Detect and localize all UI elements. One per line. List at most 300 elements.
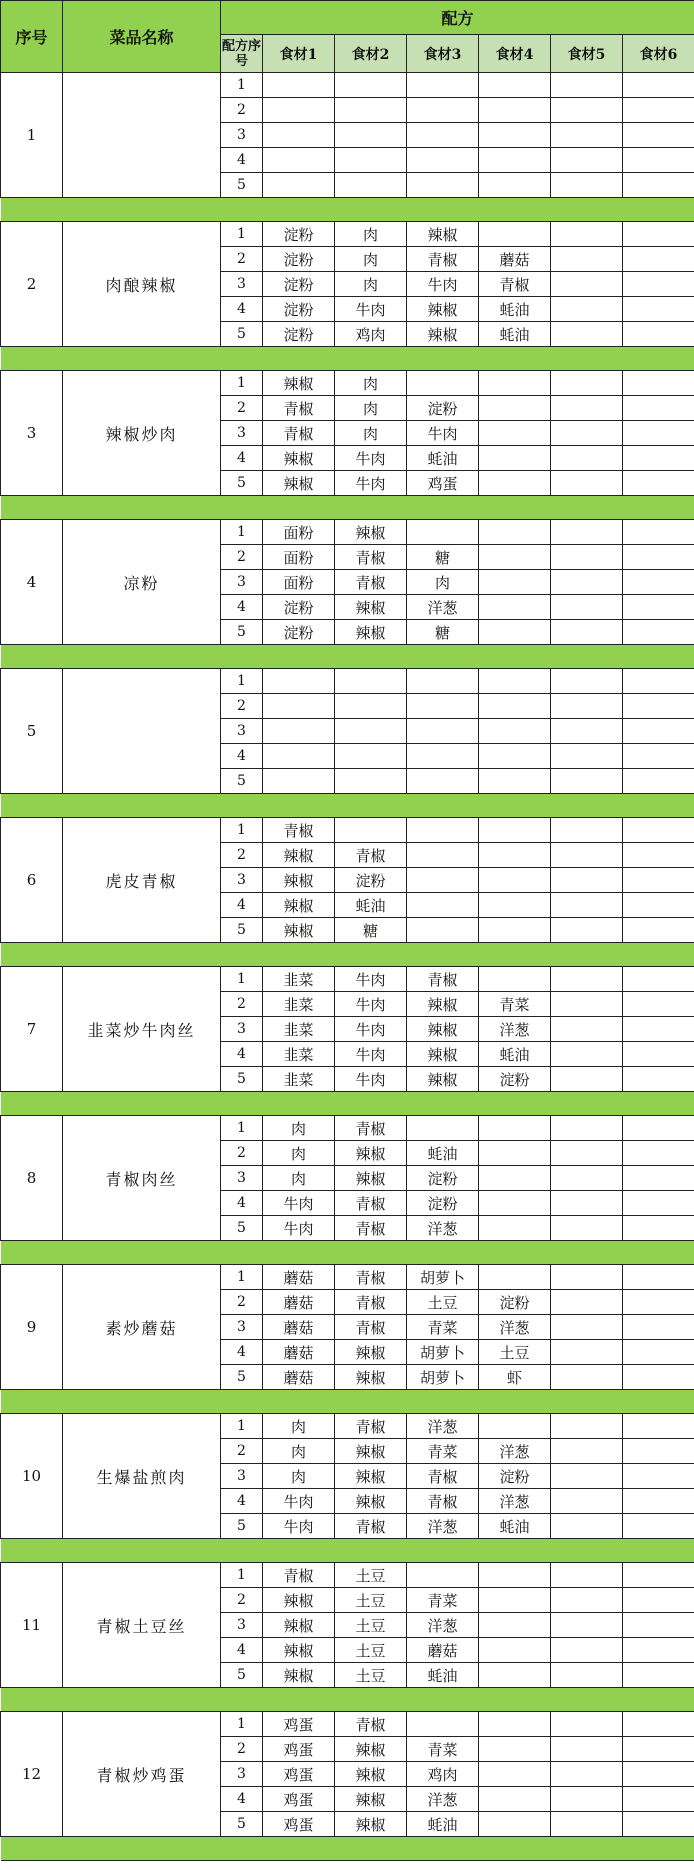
ingredient-cell: 洋葱 bbox=[479, 1439, 551, 1464]
table-header bbox=[1, 1, 694, 73]
ingredient-cell bbox=[551, 73, 623, 98]
ingredient-cell bbox=[551, 1216, 623, 1241]
ingredient-cell bbox=[623, 297, 694, 322]
ingredient-cell bbox=[623, 1663, 694, 1688]
ingredient-cell: 牛肉 bbox=[335, 1067, 407, 1092]
recipe-number: 3 bbox=[221, 868, 263, 893]
index-header: 序号 bbox=[1, 1, 63, 73]
recipe-index-header: 配方序号 bbox=[221, 35, 263, 73]
ingredient-cell bbox=[479, 1563, 551, 1588]
ingredient-cell bbox=[551, 1017, 623, 1042]
ingredient-cell bbox=[407, 520, 479, 545]
recipe-number: 5 bbox=[221, 769, 263, 794]
ingredient-cell bbox=[263, 694, 335, 719]
ingredient-cell: 辣椒 bbox=[263, 1588, 335, 1613]
separator-row bbox=[1, 1092, 694, 1116]
ingredient-cell: 辣椒 bbox=[263, 446, 335, 471]
ingredient-cell: 青椒 bbox=[407, 247, 479, 272]
dish-name: 素炒蘑菇 bbox=[63, 1265, 221, 1390]
dish-index: 1 bbox=[1, 73, 63, 198]
recipe-number: 4 bbox=[221, 1787, 263, 1812]
ingredient-cell: 土豆 bbox=[479, 1340, 551, 1365]
ingredient-cell: 胡萝卜 bbox=[407, 1265, 479, 1290]
ingredient-cell bbox=[551, 744, 623, 769]
ingredient-cell bbox=[407, 918, 479, 943]
recipe-number: 3 bbox=[221, 1464, 263, 1489]
ingredient-cell: 牛肉 bbox=[335, 471, 407, 496]
ingredient-cell: 鸡蛋 bbox=[263, 1737, 335, 1762]
ingredient-cell bbox=[623, 222, 694, 247]
ingredient-cell bbox=[479, 744, 551, 769]
recipe-number: 5 bbox=[221, 1365, 263, 1390]
ingredient-cell bbox=[623, 1265, 694, 1290]
ingredient-cell: 辣椒 bbox=[263, 843, 335, 868]
recipe-number: 5 bbox=[221, 173, 263, 198]
ingredient-cell bbox=[335, 694, 407, 719]
ingredient-cell: 蘑菇 bbox=[263, 1340, 335, 1365]
ingredient-cell bbox=[479, 1663, 551, 1688]
ingredient-cell bbox=[479, 769, 551, 794]
ingredient-cell: 韭菜 bbox=[263, 967, 335, 992]
dish-name: 肉酿辣椒 bbox=[63, 222, 221, 347]
ingredient-cell bbox=[479, 222, 551, 247]
ingredient-cell bbox=[479, 1737, 551, 1762]
recipe-number: 3 bbox=[221, 1017, 263, 1042]
separator-band bbox=[1, 1241, 694, 1265]
dish-name: 凉粉 bbox=[63, 520, 221, 645]
ingredient-cell: 辣椒 bbox=[335, 1787, 407, 1812]
ingredient-cell: 鸡肉 bbox=[407, 1762, 479, 1787]
ingredient-cell: 淀粉 bbox=[479, 1290, 551, 1315]
ingredient-cell bbox=[551, 1613, 623, 1638]
ingredient-cell bbox=[479, 396, 551, 421]
recipe-number: 2 bbox=[221, 1439, 263, 1464]
ingredient-header: 食材1 bbox=[263, 35, 335, 73]
ingredient-cell: 牛肉 bbox=[263, 1489, 335, 1514]
ingredient-cell bbox=[479, 967, 551, 992]
ingredient-cell bbox=[623, 396, 694, 421]
ingredient-cell: 蘑菇 bbox=[479, 247, 551, 272]
ingredient-cell bbox=[551, 1563, 623, 1588]
ingredient-cell bbox=[623, 1613, 694, 1638]
ingredient-cell bbox=[551, 1414, 623, 1439]
separator-band bbox=[1, 794, 694, 818]
ingredient-cell bbox=[551, 98, 623, 123]
ingredient-cell: 蘑菇 bbox=[263, 1290, 335, 1315]
ingredient-cell: 蚝油 bbox=[479, 322, 551, 347]
ingredient-cell bbox=[551, 992, 623, 1017]
ingredient-cell: 牛肉 bbox=[263, 1191, 335, 1216]
ingredient-cell: 青椒 bbox=[335, 1265, 407, 1290]
ingredient-cell bbox=[623, 173, 694, 198]
recipe-row bbox=[1, 1116, 694, 1141]
ingredient-cell: 辣椒 bbox=[335, 1340, 407, 1365]
ingredient-cell bbox=[551, 1439, 623, 1464]
ingredient-cell: 淀粉 bbox=[407, 1191, 479, 1216]
ingredient-cell bbox=[479, 595, 551, 620]
ingredient-cell bbox=[551, 1166, 623, 1191]
dish-name: 青椒肉丝 bbox=[63, 1116, 221, 1241]
ingredient-cell bbox=[623, 818, 694, 843]
recipe-number: 2 bbox=[221, 694, 263, 719]
ingredient-cell: 洋葱 bbox=[479, 1315, 551, 1340]
separator-band bbox=[1, 943, 694, 967]
ingredient-cell bbox=[623, 371, 694, 396]
recipe-number: 4 bbox=[221, 148, 263, 173]
ingredient-cell bbox=[551, 669, 623, 694]
recipe-number: 4 bbox=[221, 1489, 263, 1514]
ingredient-cell: 青椒 bbox=[263, 421, 335, 446]
ingredient-cell bbox=[407, 719, 479, 744]
recipe-number: 2 bbox=[221, 545, 263, 570]
ingredient-cell bbox=[479, 471, 551, 496]
ingredient-cell bbox=[551, 421, 623, 446]
separator-band bbox=[1, 1539, 694, 1563]
ingredient-cell bbox=[263, 744, 335, 769]
ingredient-cell bbox=[335, 98, 407, 123]
ingredient-cell bbox=[623, 967, 694, 992]
ingredient-cell: 辣椒 bbox=[263, 868, 335, 893]
ingredient-cell: 蚝油 bbox=[407, 1812, 479, 1837]
ingredient-cell bbox=[551, 173, 623, 198]
ingredient-cell bbox=[551, 595, 623, 620]
recipe-row bbox=[1, 1414, 694, 1439]
ingredient-cell bbox=[551, 123, 623, 148]
recipe-number: 4 bbox=[221, 297, 263, 322]
ingredient-cell bbox=[479, 98, 551, 123]
ingredient-cell: 青椒 bbox=[407, 1464, 479, 1489]
ingredient-cell bbox=[551, 1290, 623, 1315]
ingredient-cell: 青椒 bbox=[335, 843, 407, 868]
ingredient-cell bbox=[407, 769, 479, 794]
ingredient-cell: 牛肉 bbox=[335, 992, 407, 1017]
ingredient-cell bbox=[479, 620, 551, 645]
separator-row bbox=[1, 1390, 694, 1414]
ingredient-cell bbox=[551, 520, 623, 545]
dish-name: 虎皮青椒 bbox=[63, 818, 221, 943]
ingredient-cell: 辣椒 bbox=[335, 1464, 407, 1489]
ingredient-cell bbox=[623, 520, 694, 545]
ingredient-cell: 鸡蛋 bbox=[263, 1762, 335, 1787]
dish-name: 青椒土豆丝 bbox=[63, 1563, 221, 1688]
ingredient-cell: 淀粉 bbox=[407, 396, 479, 421]
ingredient-cell: 肉 bbox=[335, 222, 407, 247]
ingredient-cell: 辣椒 bbox=[263, 471, 335, 496]
dish-name bbox=[63, 669, 221, 794]
ingredient-cell: 虾 bbox=[479, 1365, 551, 1390]
ingredient-cell: 辣椒 bbox=[407, 992, 479, 1017]
ingredient-cell: 淀粉 bbox=[263, 322, 335, 347]
ingredient-cell bbox=[479, 1166, 551, 1191]
recipe-number: 3 bbox=[221, 570, 263, 595]
ingredient-cell bbox=[623, 1638, 694, 1663]
ingredient-cell: 土豆 bbox=[335, 1663, 407, 1688]
ingredient-cell: 青椒 bbox=[335, 1290, 407, 1315]
ingredient-cell: 青椒 bbox=[335, 545, 407, 570]
ingredient-cell bbox=[623, 148, 694, 173]
ingredient-cell bbox=[551, 1141, 623, 1166]
dish-index: 10 bbox=[1, 1414, 63, 1539]
ingredient-cell bbox=[479, 1787, 551, 1812]
ingredient-cell: 淀粉 bbox=[407, 1166, 479, 1191]
recipe-row bbox=[1, 1265, 694, 1290]
recipe-number: 4 bbox=[221, 446, 263, 471]
ingredient-cell bbox=[479, 719, 551, 744]
ingredient-cell bbox=[479, 1216, 551, 1241]
ingredient-cell bbox=[263, 669, 335, 694]
ingredient-cell: 青菜 bbox=[407, 1737, 479, 1762]
ingredient-cell bbox=[479, 73, 551, 98]
ingredient-cell bbox=[479, 148, 551, 173]
ingredient-cell: 土豆 bbox=[335, 1613, 407, 1638]
ingredient-cell: 洋葱 bbox=[407, 595, 479, 620]
recipe-number: 5 bbox=[221, 1216, 263, 1241]
ingredient-cell bbox=[551, 322, 623, 347]
dish-name: 辣椒炒肉 bbox=[63, 371, 221, 496]
ingredient-cell: 肉 bbox=[263, 1464, 335, 1489]
ingredient-cell: 土豆 bbox=[335, 1563, 407, 1588]
ingredient-cell bbox=[551, 148, 623, 173]
ingredient-cell bbox=[263, 98, 335, 123]
ingredient-cell bbox=[479, 1762, 551, 1787]
ingredient-cell bbox=[623, 992, 694, 1017]
ingredient-cell bbox=[551, 1638, 623, 1663]
ingredient-cell: 淀粉 bbox=[479, 1067, 551, 1092]
ingredient-cell: 牛肉 bbox=[263, 1216, 335, 1241]
recipe-row bbox=[1, 967, 694, 992]
dish-index: 2 bbox=[1, 222, 63, 347]
ingredient-cell: 洋葱 bbox=[479, 1489, 551, 1514]
ingredient-cell: 辣椒 bbox=[335, 1812, 407, 1837]
ingredient-cell: 青椒 bbox=[407, 1489, 479, 1514]
ingredient-cell bbox=[551, 620, 623, 645]
recipe-number: 3 bbox=[221, 1762, 263, 1787]
ingredient-cell bbox=[551, 1042, 623, 1067]
recipe-row bbox=[1, 371, 694, 396]
ingredient-cell: 辣椒 bbox=[263, 1663, 335, 1688]
ingredient-cell: 韭菜 bbox=[263, 992, 335, 1017]
ingredient-cell bbox=[551, 222, 623, 247]
ingredient-cell: 蘑菇 bbox=[263, 1315, 335, 1340]
ingredient-cell: 蘑菇 bbox=[263, 1265, 335, 1290]
dish-index: 4 bbox=[1, 520, 63, 645]
ingredient-cell bbox=[551, 1812, 623, 1837]
ingredient-cell: 肉 bbox=[407, 570, 479, 595]
ingredient-cell: 肉 bbox=[335, 421, 407, 446]
ingredient-cell: 韭菜 bbox=[263, 1017, 335, 1042]
dish-index: 12 bbox=[1, 1712, 63, 1837]
recipe-number: 5 bbox=[221, 620, 263, 645]
recipe-number: 2 bbox=[221, 1737, 263, 1762]
ingredient-cell: 鸡肉 bbox=[335, 322, 407, 347]
ingredient-cell: 肉 bbox=[263, 1414, 335, 1439]
ingredient-cell bbox=[407, 1712, 479, 1737]
ingredient-cell: 辣椒 bbox=[335, 1166, 407, 1191]
ingredient-cell bbox=[479, 1812, 551, 1837]
ingredient-cell: 肉 bbox=[335, 396, 407, 421]
ingredient-cell: 辣椒 bbox=[263, 371, 335, 396]
recipe-row bbox=[1, 669, 694, 694]
ingredient-cell: 辣椒 bbox=[263, 1613, 335, 1638]
ingredient-cell: 青椒 bbox=[263, 396, 335, 421]
recipe-row bbox=[1, 73, 694, 98]
ingredient-cell: 蚝油 bbox=[479, 297, 551, 322]
ingredient-cell bbox=[479, 173, 551, 198]
ingredient-cell bbox=[407, 371, 479, 396]
recipe-number: 2 bbox=[221, 843, 263, 868]
ingredient-cell bbox=[551, 1340, 623, 1365]
ingredient-cell bbox=[623, 421, 694, 446]
ingredient-cell: 青椒 bbox=[335, 1315, 407, 1340]
ingredient-cell bbox=[479, 1141, 551, 1166]
ingredient-cell bbox=[479, 1588, 551, 1613]
ingredient-cell: 辣椒 bbox=[335, 595, 407, 620]
ingredient-cell bbox=[479, 1116, 551, 1141]
ingredient-cell: 淀粉 bbox=[263, 272, 335, 297]
dish-name-header: 菜品名称 bbox=[63, 1, 221, 73]
ingredient-cell bbox=[479, 1712, 551, 1737]
recipe-number: 1 bbox=[221, 1563, 263, 1588]
separator-band bbox=[1, 1092, 694, 1116]
separator-band bbox=[1, 347, 694, 371]
ingredient-cell bbox=[479, 818, 551, 843]
ingredient-cell bbox=[623, 1017, 694, 1042]
recipe-header: 配方 bbox=[221, 1, 694, 35]
ingredient-cell bbox=[623, 1414, 694, 1439]
recipe-number: 3 bbox=[221, 1613, 263, 1638]
separator-band bbox=[1, 1390, 694, 1414]
recipe-row bbox=[1, 1712, 694, 1737]
ingredient-cell bbox=[551, 1712, 623, 1737]
separator-row bbox=[1, 1688, 694, 1712]
dish-index: 6 bbox=[1, 818, 63, 943]
ingredient-cell bbox=[623, 1464, 694, 1489]
ingredient-cell: 肉 bbox=[263, 1166, 335, 1191]
ingredient-cell bbox=[407, 694, 479, 719]
ingredient-cell: 胡萝卜 bbox=[407, 1340, 479, 1365]
ingredient-cell bbox=[551, 719, 623, 744]
ingredient-cell: 蚝油 bbox=[479, 1514, 551, 1539]
ingredient-cell: 辣椒 bbox=[263, 893, 335, 918]
ingredient-cell bbox=[551, 1514, 623, 1539]
recipe-row bbox=[1, 520, 694, 545]
ingredient-cell bbox=[407, 868, 479, 893]
ingredient-cell bbox=[407, 893, 479, 918]
ingredient-cell bbox=[479, 843, 551, 868]
ingredient-cell: 牛肉 bbox=[407, 421, 479, 446]
recipe-number: 1 bbox=[221, 1265, 263, 1290]
ingredient-cell bbox=[623, 1116, 694, 1141]
ingredient-cell: 辣椒 bbox=[407, 222, 479, 247]
ingredient-header: 食材2 bbox=[335, 35, 407, 73]
ingredient-cell: 淀粉 bbox=[335, 868, 407, 893]
separator-row bbox=[1, 943, 694, 967]
ingredient-cell bbox=[335, 818, 407, 843]
ingredient-cell bbox=[623, 272, 694, 297]
recipe-number: 3 bbox=[221, 421, 263, 446]
ingredient-cell: 糖 bbox=[407, 545, 479, 570]
recipe-number: 2 bbox=[221, 1290, 263, 1315]
recipe-number: 4 bbox=[221, 744, 263, 769]
ingredient-cell: 青椒 bbox=[335, 1116, 407, 1141]
ingredient-cell: 牛肉 bbox=[263, 1514, 335, 1539]
ingredient-cell: 辣椒 bbox=[335, 1489, 407, 1514]
recipe-number: 4 bbox=[221, 893, 263, 918]
ingredient-cell bbox=[479, 918, 551, 943]
ingredient-cell bbox=[551, 570, 623, 595]
ingredient-cell bbox=[623, 446, 694, 471]
ingredient-cell: 青椒 bbox=[263, 1563, 335, 1588]
ingredient-cell bbox=[623, 694, 694, 719]
ingredient-cell bbox=[623, 98, 694, 123]
separator-band bbox=[1, 496, 694, 520]
ingredient-cell bbox=[479, 893, 551, 918]
ingredient-cell bbox=[623, 893, 694, 918]
ingredient-cell bbox=[551, 371, 623, 396]
ingredient-cell: 青椒 bbox=[263, 818, 335, 843]
dish-name: 韭菜炒牛肉丝 bbox=[63, 967, 221, 1092]
ingredient-cell: 洋葱 bbox=[407, 1216, 479, 1241]
ingredient-cell bbox=[623, 1588, 694, 1613]
ingredient-cell bbox=[623, 73, 694, 98]
ingredient-cell bbox=[479, 1414, 551, 1439]
ingredient-cell bbox=[479, 868, 551, 893]
ingredient-cell bbox=[623, 1191, 694, 1216]
recipe-number: 1 bbox=[221, 73, 263, 98]
dish-index: 9 bbox=[1, 1265, 63, 1390]
ingredient-cell: 青菜 bbox=[479, 992, 551, 1017]
ingredient-cell bbox=[479, 1191, 551, 1216]
ingredient-cell bbox=[263, 123, 335, 148]
ingredient-cell bbox=[623, 595, 694, 620]
ingredient-cell bbox=[623, 1439, 694, 1464]
ingredient-cell bbox=[623, 1315, 694, 1340]
dish-name bbox=[63, 73, 221, 198]
ingredient-cell bbox=[263, 173, 335, 198]
ingredient-cell: 淀粉 bbox=[263, 297, 335, 322]
ingredient-cell: 青椒 bbox=[335, 1514, 407, 1539]
ingredient-cell bbox=[551, 843, 623, 868]
ingredient-cell bbox=[407, 98, 479, 123]
ingredient-cell: 牛肉 bbox=[335, 1042, 407, 1067]
ingredient-cell bbox=[551, 918, 623, 943]
ingredient-cell: 辣椒 bbox=[335, 1762, 407, 1787]
ingredient-cell bbox=[623, 1067, 694, 1092]
ingredient-cell bbox=[407, 1116, 479, 1141]
ingredient-cell: 洋葱 bbox=[407, 1514, 479, 1539]
ingredient-cell bbox=[407, 123, 479, 148]
ingredient-cell: 肉 bbox=[263, 1141, 335, 1166]
ingredient-cell bbox=[479, 694, 551, 719]
ingredient-cell: 鸡蛋 bbox=[407, 471, 479, 496]
dish-index: 11 bbox=[1, 1563, 63, 1688]
ingredient-cell bbox=[623, 1042, 694, 1067]
ingredient-cell bbox=[551, 1464, 623, 1489]
ingredient-cell bbox=[551, 545, 623, 570]
ingredient-cell bbox=[623, 1712, 694, 1737]
ingredient-cell bbox=[263, 769, 335, 794]
ingredient-cell bbox=[623, 1812, 694, 1837]
ingredient-cell: 蚝油 bbox=[407, 1141, 479, 1166]
ingredient-cell bbox=[623, 123, 694, 148]
recipe-row bbox=[1, 818, 694, 843]
ingredient-cell bbox=[623, 620, 694, 645]
ingredient-cell: 韭菜 bbox=[263, 1042, 335, 1067]
ingredient-cell: 鸡蛋 bbox=[263, 1812, 335, 1837]
separator-row bbox=[1, 794, 694, 818]
ingredient-cell: 土豆 bbox=[407, 1290, 479, 1315]
recipe-row bbox=[1, 222, 694, 247]
